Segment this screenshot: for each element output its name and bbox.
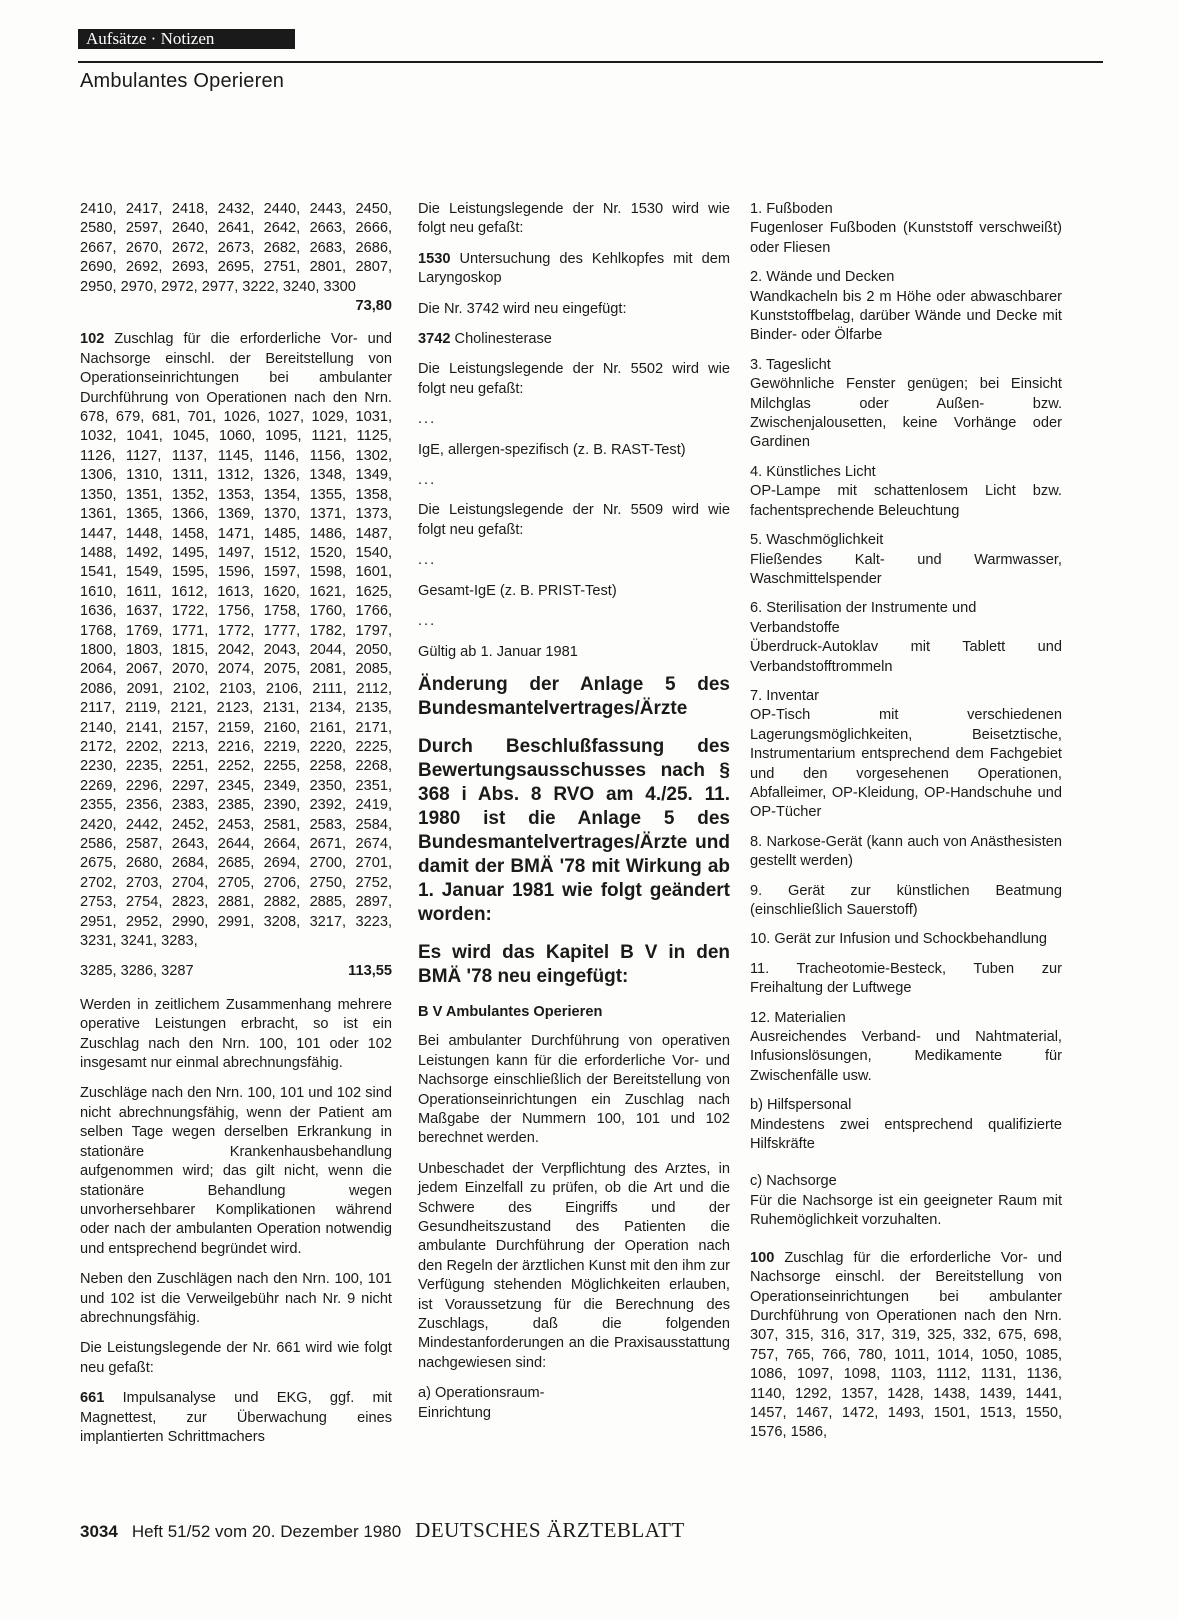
page-number: 3034 bbox=[80, 1522, 118, 1541]
list-item-body: Wandkacheln bis 2 m Höhe oder abwaschbarer Kunststoffbelag, darüber Wände und Decke mit Binder- oder Ölfarbe bbox=[750, 288, 1062, 344]
section-heading: Änderung der Anlage 5 des Bundesmantelvertrages/Ärzte bbox=[418, 673, 730, 719]
page-footer bbox=[80, 1518, 685, 1543]
paragraph: Neben den Zuschlägen nach den Nrn. 100, 101 und 102 ist die Verweilgebühr nach Nr. 9 nicht abrechnungsfähig. bbox=[80, 1271, 392, 1326]
paragraph: Gültig ab 1. Januar 1981 bbox=[418, 643, 578, 660]
list-item-title: 4. Künstliches Licht bbox=[750, 463, 876, 480]
section-heading: Durch Beschlußfassung des Bewertungsausschusses nach § 368 i Abs. 8 RVO am 4./25. 11. 1980 ist die Anlage 5 des Bundesmantelvertrages/Ärzte und damit der BMÄ '78 mit Wirkung ab 1. Januar 1981 wie folgt geändert worden: bbox=[418, 735, 730, 925]
list-item-title: 12. Materialien bbox=[750, 1009, 846, 1026]
fee-description: Cholinesterase bbox=[454, 331, 552, 348]
column-right bbox=[750, 200, 1062, 1454]
fee-value: 73,80 bbox=[355, 298, 392, 315]
list-item-title: 6. Sterilisation der Instrumente und Verbandstoffe bbox=[750, 600, 977, 636]
paragraph: Die Leistungslegende der Nr. 661 wird wie folgt neu gefaßt: bbox=[80, 1340, 392, 1376]
paragraph: Die Nr. 3742 wird neu eingefügt: bbox=[418, 300, 627, 317]
fee-description: Untersuchung des Kehlkopfes mit dem Laryngoskop bbox=[418, 250, 730, 287]
list-item-title: 1. Fußboden bbox=[750, 201, 833, 217]
ellipsis: ... bbox=[418, 411, 437, 428]
fee-number: 1530 bbox=[418, 250, 451, 267]
list-item-body: Fließendes Kalt- und Warmwasser, Waschmittelspender bbox=[750, 551, 1062, 587]
paragraph: Unbeschadet der Verpflichtung des Arztes, in jedem Einzelfall zu prüfen, ob die Art und die Schwere des Eingriffs und der Gesundheitszustand des Patienten die ambulante Durchführung der Operation nach den Regeln der ärztlichen Kunst mit den ihm zur Verfügung stehenden Möglichkeiten erlauben, ist Voraussetzung für die Berechnung des Zuschlags, daß die folgenden Mindestanforderungen an die Praxisausstattung nachgewiesen sind: bbox=[418, 1160, 730, 1371]
paragraph: IgE, allergen-spezifisch (z. B. RAST-Test) bbox=[418, 441, 686, 458]
subsection-heading: B V Ambulantes Operieren bbox=[418, 1003, 603, 1020]
fee-description: Impulsanalyse und EKG, ggf. mit Magnettest, zur Überwachung eines implantierten Schrittmachers bbox=[80, 1390, 392, 1445]
paragraph: Zuschläge nach den Nrn. 100, 101 und 102 sind nicht abrechnungsfähig, wenn der Patient am selben Tage wegen derselben Erkrankung in stationäre Krankenhausbehandlung aufgenommen wird; das gilt nicht, wenn die stationäre Behandlung wegen unvorhersehbarer Komplikationen während oder nach der ambulanten Operation notwendig und entsprechend begründet wird. bbox=[80, 1085, 392, 1257]
list-heading: c) Nachsorge bbox=[750, 1173, 837, 1190]
number-list-continued: 2410, 2417, 2418, 2432, 2440, 2443, 2450, 2580, 2597, 2640, 2641, 2642, 2663, 2666, 2667, 2670, 2672, 2673, 2682, 2683, 2686, 2690, 2692, 2693, 2695, 2751, 2801, 2807, 2950, 2970, 2972, 2977, 3222, 3240, 3300 bbox=[80, 201, 392, 295]
list-item-title: 2. Wände und Decken bbox=[750, 269, 895, 286]
fee-number: 3742 bbox=[418, 331, 451, 348]
list-item-body: OP-Tisch mit verschiedenen Lagerungsmöglichkeiten, Beisetztische, Instrumentarium entsprechend dem Fachgebiet und den vorgesehenen Operationen, Abfalleimer, OP-Kleidung, OP-Handschuhe und OP-Tücher bbox=[750, 707, 1062, 821]
fee-description: Zuschlag für die erforderliche Vor- und Nachsorge einschl. der Bereitstellung von Operationseinrichtungen bei ambulanter Durchführung von Operationen nach den Nrn. 307, 315, 316, 317, 319, 325, 332, 675, 698, 757, 765, 766, 780, 1011, 1014, 1050, 1085, 1086, 1097, 1098, 1103, 1112, 1131, 1136, 1140, 1292, 1357, 1428, 1438, 1439, 1441, 1457, 1467, 1472, 1493, 1501, 1513, 1550, 1576, 1586, bbox=[750, 1249, 1062, 1441]
list-item-title: 10. Gerät zur Infusion und Schockbehandlung bbox=[750, 931, 1047, 948]
list-heading: a) Operationsraum- bbox=[418, 1385, 545, 1402]
list-item-body: Fugenloser Fußboden (Kunststoff verschweißt) oder Fliesen bbox=[750, 220, 1062, 256]
list-item-title: 7. Inventar bbox=[750, 687, 819, 704]
issue-info: Heft 51/52 vom 20. Dezember 1980 bbox=[131, 1522, 402, 1541]
fee-item-1530 bbox=[418, 250, 730, 289]
paragraph: Die Leistungslegende der Nr. 1530 wird wie folgt neu gefaßt: bbox=[418, 201, 730, 237]
section-tag: Aufsätze · Notizen bbox=[78, 29, 295, 49]
page-title: Ambulantes Operieren bbox=[80, 70, 285, 92]
list-item-body: Gewöhnliche Fenster genügen; bei Einsicht Milchglas oder Außen- bzw. Zwischenjalousetten, keine Vorhänge oder Gardinen bbox=[750, 376, 1062, 451]
list-heading-sub: Einrichtung bbox=[418, 1404, 492, 1421]
requirements-list bbox=[750, 200, 1062, 1086]
list-item-title: 11. Tracheotomie-Besteck, Tuben zur Freihaltung der Luftwege bbox=[750, 960, 1062, 997]
column-middle bbox=[418, 200, 730, 1433]
list-heading: b) Hilfspersonal bbox=[750, 1097, 852, 1114]
fee-last-line bbox=[80, 962, 392, 981]
list-item-title: 8. Narkose-Gerät (kann auch von Anästhesisten gestellt werden) bbox=[750, 833, 1062, 870]
paragraph: Die Leistungslegende der Nr. 5502 wird wie folgt neu gefaßt: bbox=[418, 361, 730, 397]
fee-number: 100 bbox=[750, 1249, 775, 1266]
fee-value: 113,55 bbox=[348, 963, 392, 980]
ellipsis: ... bbox=[418, 613, 437, 630]
list-item-title: 5. Waschmöglichkeit bbox=[750, 532, 884, 549]
ellipsis: ... bbox=[418, 552, 437, 569]
fee-number-tail: 3285, 3286, 3287 bbox=[80, 963, 194, 980]
fee-description: Zuschlag für die erforderliche Vor- und Nachsorge einschl. der Bereitstellung von Operationseinrichtungen bei ambulanter Durchführung von Operationen nach den Nrn. 678, 679, 681, 701, 1026, 1027, 1029, 1031, 1032, 1041, 1045, 1060, 1095, 1121, 1125, 1126, 1127, 1137, 1145, 1146, 1156, 1302, 1306, 1310, 1311, 1312, 1326, 1348, 1349, 1350, 1351, 1352, 1353, 1354, 1355, 1358, 1361, 1365, 1366, 1369, 1370, 1371, 1373, 1447, 1448, 1458, 1471, 1485, 1486, 1487, 1488, 1492, 1495, 1497, 1512, 1520, 1540, 1541, 1549, 1595, 1596, 1597, 1598, 1601, 1610, 1611, 1612, 1613, 1620, 1621, 1625, 1636, 1637, 1722, 1756, 1758, 1760, 1766, 1768, 1769, 1771, 1772, 1777, 1782, 1797, 1800, 1803, 1815, 2042, 2043, 2044, 2050, 2064, 2067, 2070, 2074, 2075, 2081, 2085, 2086, 2091, 2102, 2103, 2106, 2111, 2112, 2117, 2119, 2121, 2123, 2131, 2134, 2135, 2140, 2141, 2157, 2159, 2160, 2161, 2171, 2172, 2202, 2213, 2216, 2219, 2220, 2225, 2230, 2235, 2251, 2252, 2255, 2258, 2268, 2269, 2296, 2297, 2345, 2349, 2350, 2351, 2355, 2356, 2383, 2385, 2390, 2392, 2419, 2420, 2442, 2452, 2453, 2581, 2583, 2584, 2586, 2587, 2643, 2644, 2664, 2671, 2674, 2675, 2680, 2684, 2685, 2694, 2700, 2701, 2702, 2703, 2704, 2705, 2706, 2750, 2752, 2753, 2754, 2823, 2881, 2882, 2885, 2897, 2951, 2952, 2990, 2991, 3208, 3217, 3223, 3231, 3241, 3283, bbox=[80, 331, 392, 950]
list-item-body: Für die Nachsorge ist ein geeigneter Raum mit Ruhemöglichkeit vorzuhalten. bbox=[750, 1192, 1062, 1229]
list-item-body: Ausreichendes Verband- und Nahtmaterial, Infusionslösungen, Medikamente für Zwischenfälle usw. bbox=[750, 1029, 1062, 1084]
fee-item-102 bbox=[80, 330, 392, 951]
fee-item-661 bbox=[80, 1389, 392, 1447]
section-heading: Es wird das Kapitel B V in den BMÄ '78 neu eingefügt: bbox=[418, 941, 730, 987]
list-item-body: Überdruck-Autoklav mit Tablett und Verbandstofftrommeln bbox=[750, 639, 1062, 675]
fee-number: 102 bbox=[80, 331, 105, 348]
list-item-title: 3. Tageslicht bbox=[750, 356, 831, 373]
paragraph: Werden in zeitlichem Zusammenhang mehrere operative Leistungen erbracht, so ist ein Zuschlag nach den Nrn. 100, 101 oder 102 insgesamt nur einmal abrechnungsfähig. bbox=[80, 996, 392, 1072]
list-item-body: Mindestens zwei entsprechend qualifizierte Hilfskräfte bbox=[750, 1116, 1062, 1153]
list-item-title: 9. Gerät zur künstlichen Beatmung (einschließlich Sauerstoff) bbox=[750, 882, 1062, 918]
paragraph: Gesamt-IgE (z. B. PRIST-Test) bbox=[418, 582, 617, 599]
fee-item-3742 bbox=[418, 330, 730, 349]
ellipsis: ... bbox=[418, 472, 437, 489]
paragraph: Bei ambulanter Durchführung von operativen Leistungen kann für die erforderliche Vor- und Nachsorge einschließlich der Bereitstellung von Operationseinrichtungen ein Zuschlag nach Maßgabe der Nummern 100, 101 und 102 berechnet werden. bbox=[418, 1033, 730, 1147]
paragraph: Die Leistungslegende der Nr. 5509 wird wie folgt neu gefaßt: bbox=[418, 502, 730, 538]
list-item-body: OP-Lampe mit schattenlosem Licht bzw. fachentsprechende Beleuchtung bbox=[750, 483, 1062, 519]
fee-number: 661 bbox=[80, 1390, 105, 1407]
column-left bbox=[80, 200, 392, 1458]
header-rule bbox=[78, 61, 1103, 63]
journal-name: DEUTSCHES ÄRZTEBLATT bbox=[415, 1518, 685, 1542]
fee-item-100 bbox=[750, 1249, 1062, 1443]
